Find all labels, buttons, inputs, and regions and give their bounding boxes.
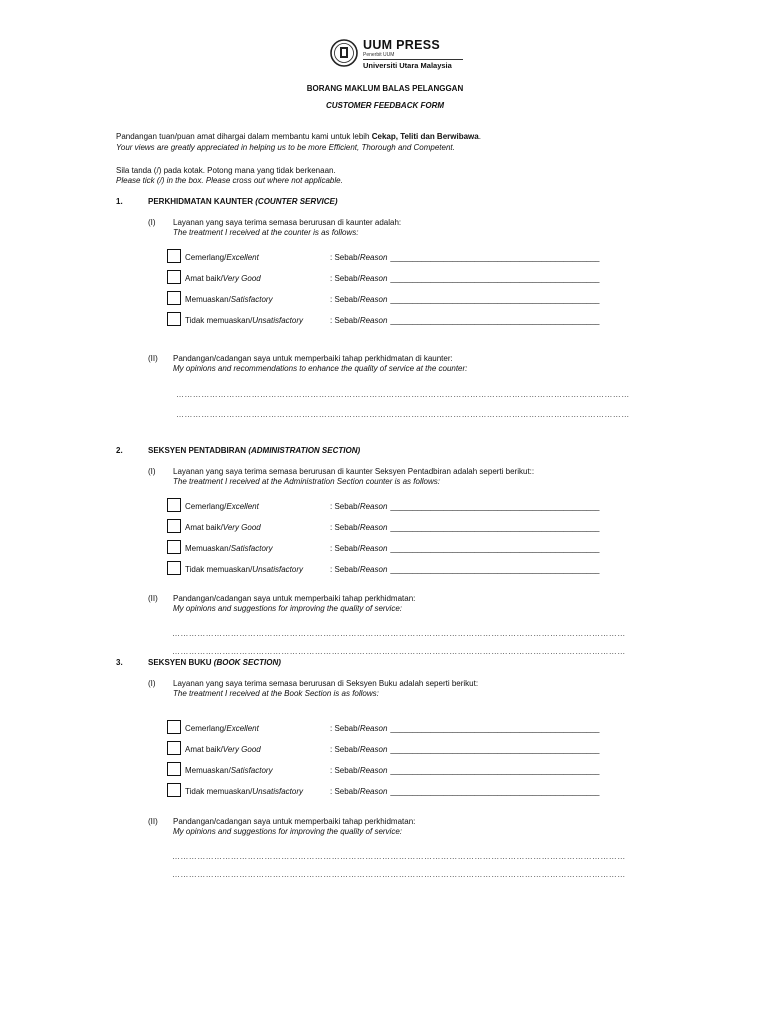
brand-subtitle: Penerbit UUM: [363, 52, 395, 58]
rating-checkbox[interactable]: [167, 312, 181, 326]
reason-label-en: Reason: [359, 253, 388, 262]
section-number: 2.: [116, 446, 123, 455]
rating-option-en: Very Good: [222, 745, 261, 754]
rating-option-label: [185, 766, 273, 775]
reason-label: : Sebab/: [330, 253, 360, 262]
intro-line-ms: Pandangan tuan/puan amat dihargai dalam membantu kami untuk lebih Cekap, Teliti dan Berwibawa.: [116, 132, 481, 141]
reason-line: _______________________________________________: [390, 502, 600, 511]
rating-checkbox[interactable]: [167, 762, 181, 776]
rating-option-en: Very Good: [222, 523, 261, 532]
reason-label-en: Reason: [359, 766, 388, 775]
section-title: [148, 446, 360, 455]
rating-option-ms: Memuaskan/: [185, 295, 231, 304]
reason-label-en: Reason: [359, 544, 388, 553]
reason-field[interactable]: [330, 523, 600, 532]
question-text-en: The treatment I received at the Administration Section counter is as follows:: [173, 477, 440, 486]
question-text-ms: Pandangan/cadangan saya untuk memperbaiki tahap perkhidmatan:: [173, 594, 416, 603]
reason-line: _______________________________________________: [390, 274, 600, 283]
question-number: (I): [148, 218, 156, 227]
instruction-en: Please tick (/) in the box. Please cross out where not applicable.: [116, 176, 343, 185]
comment-line[interactable]: ………………………………………………………………………………………………………………………………………………: [176, 390, 630, 399]
reason-field[interactable]: [330, 274, 600, 283]
reason-label-en: Reason: [359, 295, 388, 304]
uum-seal-icon: [330, 36, 358, 70]
section-title-ms: SEKSYEN BUKU: [148, 658, 214, 667]
rating-option-ms: Memuaskan/: [185, 766, 231, 775]
reason-line: _______________________________________________: [390, 724, 600, 733]
form-title-ms: BORANG MAKLUM BALAS PELANGGAN: [306, 84, 464, 93]
form-title-en: CUSTOMER FEEDBACK FORM: [325, 101, 445, 110]
reason-label: : Sebab/: [330, 523, 360, 532]
comment-line[interactable]: ………………………………………………………………………………………………………………………………………………: [172, 629, 626, 638]
rating-checkbox[interactable]: [167, 498, 181, 512]
rating-option-ms: Tidak memuaskan/: [185, 316, 253, 325]
reason-label: : Sebab/: [330, 766, 360, 775]
reason-label-en: Reason: [359, 523, 388, 532]
section-title: [148, 197, 338, 206]
rating-option-ms: Amat baik/: [185, 745, 223, 754]
reason-label: : Sebab/: [330, 565, 360, 574]
question-text-en: The treatment I received at the counter is as follows:: [173, 228, 359, 237]
comment-line[interactable]: ………………………………………………………………………………………………………………………………………………: [172, 870, 626, 879]
reason-label: : Sebab/: [330, 274, 360, 283]
question-text-ms: Pandangan/cadangan saya untuk memperbaiki tahap perkhidmatan di kaunter:: [173, 354, 453, 363]
reason-label-en: Reason: [359, 787, 388, 796]
rating-option-en: Excellent: [226, 502, 259, 511]
section-title-en: (BOOK SECTION): [213, 658, 281, 667]
reason-line: _______________________________________________: [390, 316, 600, 325]
reason-field[interactable]: [330, 544, 600, 553]
rating-checkbox[interactable]: [167, 249, 181, 263]
rating-option-en: Excellent: [226, 724, 259, 733]
reason-label: : Sebab/: [330, 316, 360, 325]
rating-option-en: Unsatisfactory: [252, 565, 303, 574]
intro-line-en: Your views are greatly appreciated in helping us to be more Efficient, Thorough and Competent.: [116, 143, 455, 152]
section-number: 1.: [116, 197, 123, 206]
reason-line: _______________________________________________: [390, 565, 600, 574]
reason-field[interactable]: [330, 766, 600, 775]
reason-field[interactable]: [330, 316, 600, 325]
rating-checkbox[interactable]: [167, 561, 181, 575]
rating-option-ms: Cemerlang/: [185, 253, 227, 262]
question-number: (I): [148, 679, 156, 688]
reason-label-en: Reason: [359, 274, 388, 283]
rating-option-en: Excellent: [226, 253, 259, 262]
rating-checkbox[interactable]: [167, 741, 181, 755]
reason-field[interactable]: [330, 724, 600, 733]
rating-checkbox[interactable]: [167, 540, 181, 554]
university-name: Universiti Utara Malaysia: [363, 61, 452, 70]
reason-field[interactable]: [330, 502, 600, 511]
reason-field[interactable]: [330, 787, 600, 796]
reason-label: : Sebab/: [330, 724, 360, 733]
reason-field[interactable]: [330, 745, 600, 754]
reason-line: _______________________________________________: [390, 544, 600, 553]
reason-line: _______________________________________________: [390, 523, 600, 532]
reason-label: : Sebab/: [330, 787, 360, 796]
comment-line[interactable]: ………………………………………………………………………………………………………………………………………………: [172, 647, 626, 656]
rating-option-label: [185, 523, 261, 532]
reason-label-en: Reason: [359, 724, 388, 733]
question-text-en: The treatment I received at the Book Section is as follows:: [173, 689, 379, 698]
instruction-ms: Sila tanda (/) pada kotak. Potong mana yang tidak berkenaan.: [116, 166, 336, 175]
rating-option-label: [185, 502, 259, 511]
logo-divider: [363, 59, 463, 60]
rating-checkbox[interactable]: [167, 783, 181, 797]
question-number: (II): [148, 817, 158, 826]
question-text-en: My opinions and recommendations to enhance the quality of service at the counter:: [173, 364, 468, 373]
question-text-ms: Pandangan/cadangan saya untuk memperbaiki tahap perkhidmatan:: [173, 817, 416, 826]
reason-label: : Sebab/: [330, 544, 360, 553]
rating-option-en: Very Good: [222, 274, 261, 283]
rating-option-en: Unsatisfactory: [252, 316, 303, 325]
section-title-ms: SEKSYEN PENTADBIRAN: [148, 446, 249, 455]
rating-option-en: Satisfactory: [230, 295, 273, 304]
question-text-ms: Layanan yang saya terima semasa berurusan di kaunter Seksyen Pentadbiran adalah seperti berikut::: [173, 467, 535, 476]
reason-label: : Sebab/: [330, 295, 360, 304]
reason-field[interactable]: [330, 295, 600, 304]
rating-option-label: [185, 253, 259, 262]
rating-option-label: [185, 274, 261, 283]
rating-option-en: Unsatisfactory: [252, 787, 303, 796]
rating-checkbox[interactable]: [167, 270, 181, 284]
reason-label-en: Reason: [359, 745, 388, 754]
section-title: [148, 658, 281, 667]
question-text-ms: Layanan yang saya terima semasa berurusan di Seksyen Buku adalah seperti berikut:: [173, 679, 479, 688]
rating-checkbox[interactable]: [167, 720, 181, 734]
rating-option-label: [185, 316, 303, 325]
reason-line: _______________________________________________: [390, 787, 600, 796]
reason-line: _______________________________________________: [390, 295, 600, 304]
reason-label-en: Reason: [359, 502, 388, 511]
question-text-ms: Layanan yang saya terima semasa berurusan di kaunter adalah:: [173, 218, 402, 227]
rating-option-ms: Cemerlang/: [185, 724, 227, 733]
reason-line: _______________________________________________: [390, 253, 600, 262]
rating-option-ms: Memuaskan/: [185, 544, 231, 553]
reason-line: _______________________________________________: [390, 745, 600, 754]
rating-option-label: [185, 745, 261, 754]
reason-label-en: Reason: [359, 565, 388, 574]
brand-name: UUM PRESS: [363, 38, 441, 52]
reason-label: : Sebab/: [330, 502, 360, 511]
rating-option-label: [185, 724, 259, 733]
rating-checkbox[interactable]: [167, 291, 181, 305]
comment-line[interactable]: ………………………………………………………………………………………………………………………………………………: [176, 410, 630, 419]
reason-field[interactable]: [330, 253, 600, 262]
rating-option-ms: Amat baik/: [185, 523, 223, 532]
reason-field[interactable]: [330, 565, 600, 574]
reason-label: : Sebab/: [330, 745, 360, 754]
section-title-en: (COUNTER SERVICE): [255, 197, 338, 206]
section-title-ms: PERKHIDMATAN KAUNTER: [148, 197, 256, 206]
rating-option-en: Satisfactory: [230, 766, 273, 775]
rating-option-label: [185, 544, 273, 553]
question-number: (II): [148, 354, 158, 363]
rating-option-ms: Amat baik/: [185, 274, 223, 283]
rating-checkbox[interactable]: [167, 519, 181, 533]
rating-option-ms: Cemerlang/: [185, 502, 227, 511]
section-title-en: (ADMINISTRATION SECTION): [248, 446, 361, 455]
rating-option-ms: Tidak memuaskan/: [185, 787, 253, 796]
comment-line[interactable]: ………………………………………………………………………………………………………………………………………………: [172, 852, 626, 861]
question-number: (II): [148, 594, 158, 603]
reason-line: _______________________________________________: [390, 766, 600, 775]
reason-label-en: Reason: [359, 316, 388, 325]
rating-option-label: [185, 565, 303, 574]
rating-option-ms: Tidak memuaskan/: [185, 565, 253, 574]
question-number: (I): [148, 467, 156, 476]
rating-option-label: [185, 787, 303, 796]
uum-press-logo: [330, 36, 475, 74]
section-number: 3.: [116, 658, 123, 667]
rating-option-label: [185, 295, 273, 304]
question-text-en: My opinions and suggestions for improving the quality of service:: [173, 604, 403, 613]
rating-option-en: Satisfactory: [230, 544, 273, 553]
question-text-en: My opinions and suggestions for improving the quality of service:: [173, 827, 403, 836]
